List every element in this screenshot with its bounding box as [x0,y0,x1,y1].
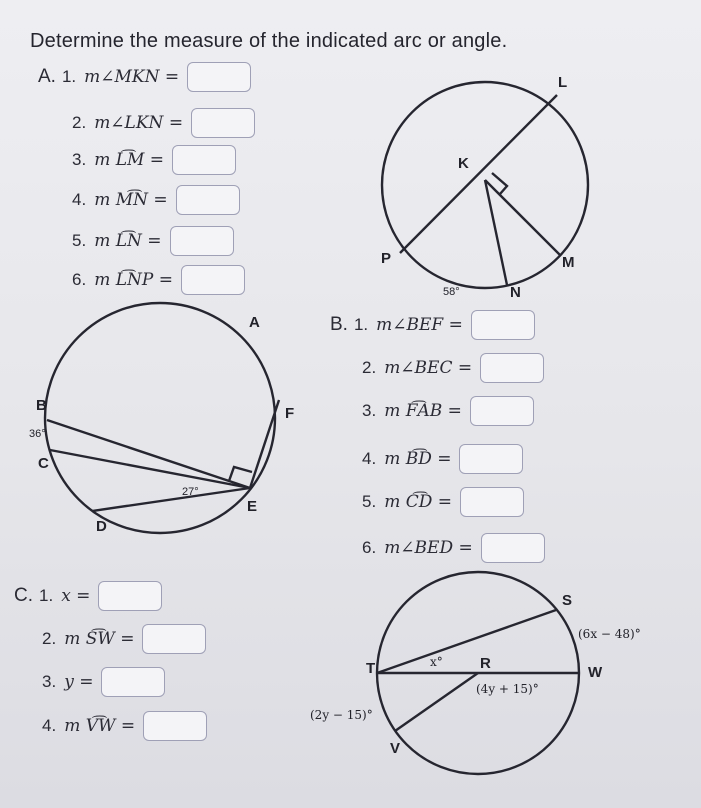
question-expression: m F͡AB = [384,401,462,421]
worksheet-title: Determine the measure of the indicated arc or angle. [30,30,508,52]
section-b-label: B. [330,314,348,335]
question-number: 5. [72,231,87,250]
question-number: 6. [362,538,377,557]
question-expression: m∠BEF = [376,315,463,335]
question-expression: m B͡D = [384,449,452,469]
question-expression: m V͡W = [64,716,136,736]
arc-36-label: 36° [29,428,46,440]
question-number: 3. [72,150,87,169]
point-p-label: P [381,250,392,267]
point-w-label: W [588,664,603,681]
question-number: 1. [39,586,54,605]
point-c-label: C [38,455,49,472]
question-expression: m L͡M = [94,150,165,170]
diagram-a [382,82,588,288]
section-a-label: A. [38,66,56,87]
question-number: 2. [72,113,87,132]
point-l-label: L [558,74,568,91]
expression-2y-15: (2y − 15)° [310,708,373,722]
question-expression: m∠BEC = [384,358,473,378]
question-expression: m S͡W = [64,629,135,649]
section-c-label: C. [14,585,33,606]
point-s-label: S [562,592,573,609]
question-number: 4. [72,190,87,209]
question-number: 3. [42,672,57,691]
question-expression: m C͡D = [384,492,452,512]
question-number: 5. [362,492,377,511]
expression-4y-15: (4y + 15)° [476,682,539,696]
radius-rv [395,673,478,731]
diagram-c [377,572,579,774]
point-t-label: T [366,660,376,677]
question-number: 4. [362,449,377,468]
chord-km [485,180,560,255]
angle-x-label: x° [430,655,443,669]
chord-de [92,488,250,511]
point-n-label: N [510,284,521,301]
question-expression: m L͡NP = [94,270,173,290]
question-expression: m∠MKN = [84,67,180,87]
chord-ts [377,610,556,673]
question-number: 3. [362,401,377,420]
point-b-label: B [36,397,47,414]
question-expression: m∠BED = [384,538,473,558]
question-number: 6. [72,270,87,289]
question-expression: m∠LKN = [94,113,184,133]
question-number: 1. [61,67,77,86]
angle-27-label: 27° [182,486,199,498]
point-k-label: K [458,155,469,172]
expression-6x-48: (6x − 48)° [578,627,641,641]
question-expression: x = [61,586,91,606]
diagram-b [45,303,279,533]
question-number: 4. [42,716,57,735]
question-number: 2. [362,358,377,377]
question-number: 2. [42,629,57,648]
point-e-label: E [247,498,258,515]
question-number: 1. [353,315,369,334]
chord-ef [250,400,279,488]
point-f-label: F [285,405,295,422]
angle-58-label: 58° [443,286,460,298]
question-expression: m M͡N = [94,190,168,210]
point-d-label: D [96,518,107,535]
question-expression: y = [64,672,94,692]
point-v-label: V [390,740,401,757]
point-r-label: R [480,655,491,672]
point-a-label: A [249,314,260,331]
right-angle-mark [229,467,252,481]
chord-kn [485,180,507,285]
question-expression: m L͡N = [94,231,162,251]
point-m-label: M [562,254,575,271]
circle-b [45,303,275,533]
